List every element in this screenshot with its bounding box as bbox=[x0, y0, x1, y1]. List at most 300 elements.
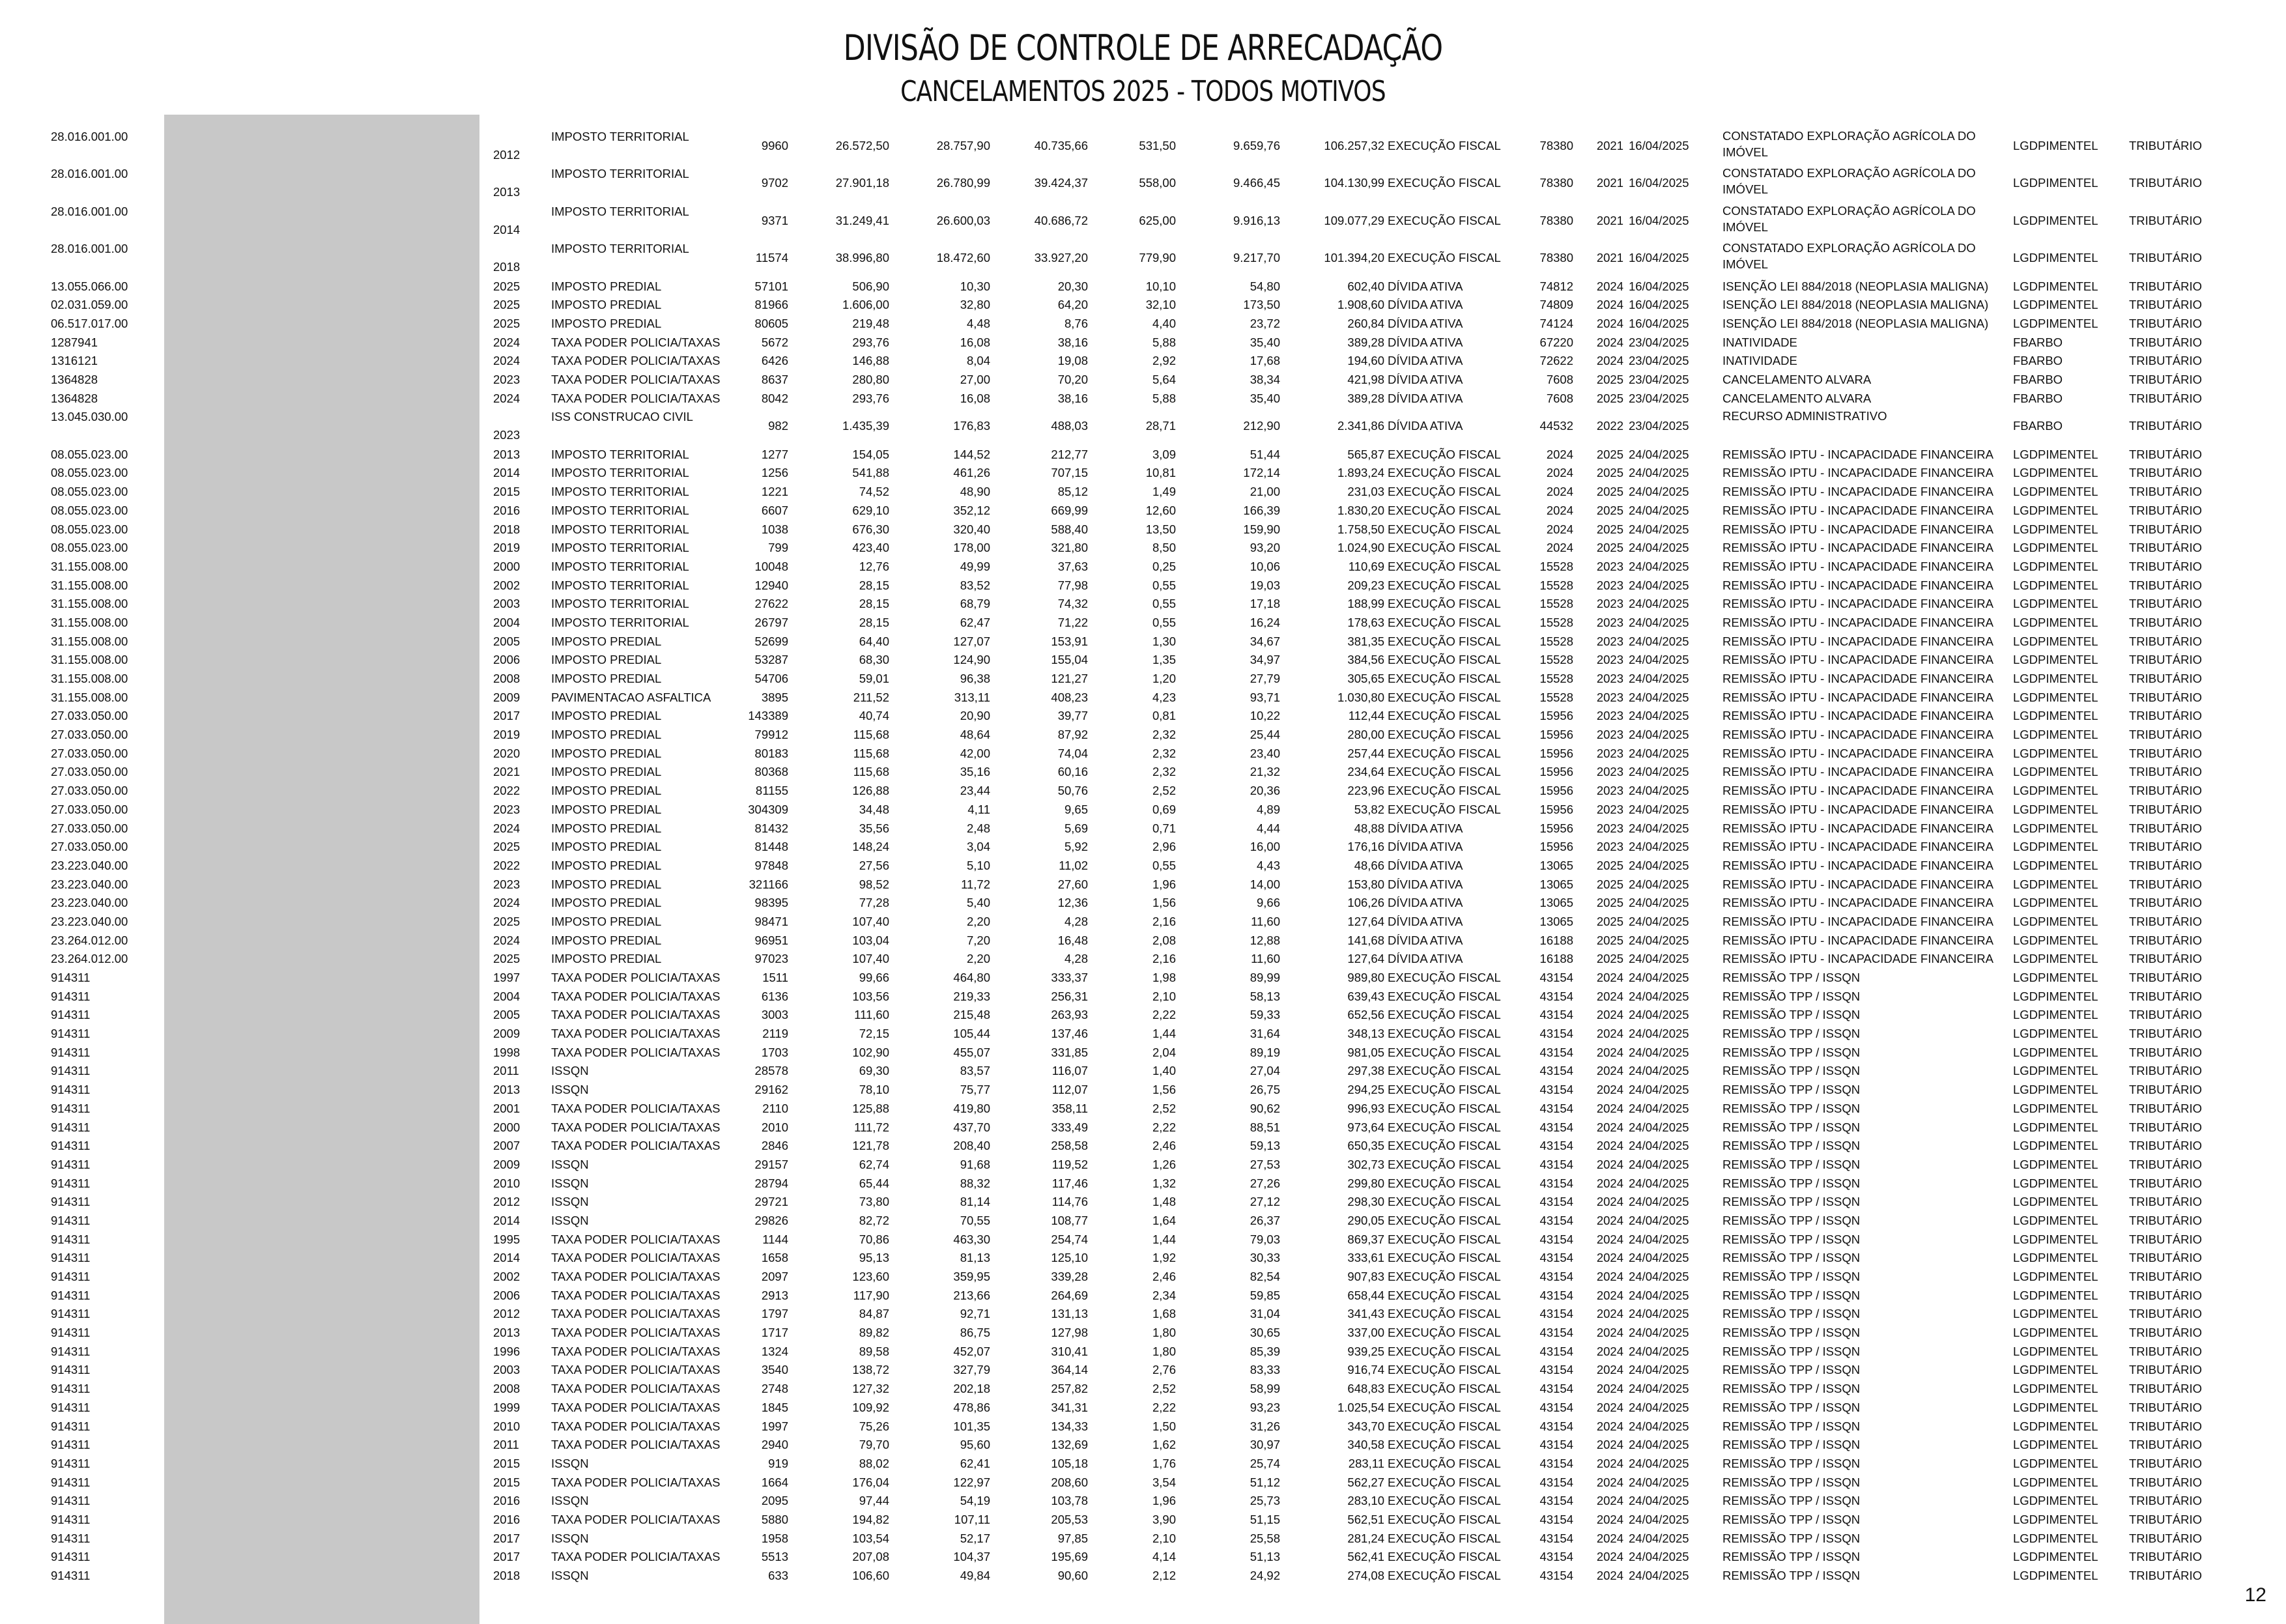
cell-v5: 89,99 bbox=[1250, 971, 1280, 985]
cell-mot: INATIVIDADE bbox=[1722, 354, 1797, 368]
cell-yr: 2014 bbox=[493, 466, 521, 480]
cell-v4: 1,30 bbox=[1152, 634, 1176, 648]
cell-n: 98471 bbox=[754, 914, 788, 928]
cell-set: TRIBUTÁRIO bbox=[2129, 840, 2203, 854]
cell-n: 8042 bbox=[761, 391, 788, 405]
cell-cda: 15956 bbox=[1539, 709, 1573, 723]
cell-usr: LGDPIMENTEL bbox=[2013, 1195, 2098, 1209]
cell-ano: 2023 bbox=[1596, 578, 1623, 592]
cell-cda: 13065 bbox=[1539, 896, 1573, 910]
cell-sit: DÍVIDA ATIVA bbox=[1388, 896, 1463, 910]
cell-v3: 97,85 bbox=[1057, 1531, 1088, 1545]
cell-tot: 1.758,50 bbox=[1337, 522, 1384, 536]
table-row bbox=[0, 1361, 2286, 1380]
cell-tot: 602,40 bbox=[1347, 279, 1384, 293]
cell-ano: 2024 bbox=[1596, 1400, 1623, 1414]
cell-ins: 28.016.001.00 bbox=[51, 242, 128, 256]
cell-yr: 2003 bbox=[493, 597, 521, 611]
cell-n: 57101 bbox=[754, 279, 788, 293]
table-row bbox=[0, 1548, 2286, 1567]
cell-v5: 59,13 bbox=[1250, 1139, 1280, 1153]
cell-usr: LGDPIMENTEL bbox=[2013, 709, 2098, 723]
cell-dt: 24/04/2025 bbox=[1629, 1064, 1689, 1078]
cell-usr: LGDPIMENTEL bbox=[2013, 1344, 2098, 1358]
cell-v5: 25,74 bbox=[1250, 1456, 1280, 1470]
table-row bbox=[0, 1044, 2286, 1062]
cell-trib: TAXA PODER POLICIA/TAXAS bbox=[551, 1438, 721, 1452]
cell-v2: 101,35 bbox=[953, 1419, 990, 1433]
cell-sit: EXECUÇÃO FISCAL bbox=[1388, 1326, 1501, 1340]
cell-v5: 31,04 bbox=[1250, 1307, 1280, 1321]
cell-mot: CONSTATADO EXPLORAÇÃO AGRÍCOLA DO IMÓVEL bbox=[1722, 203, 1976, 234]
cell-usr: FBARBO bbox=[2013, 354, 2063, 368]
cell-ano: 2024 bbox=[1596, 1120, 1623, 1134]
cell-v4: 1,48 bbox=[1152, 1195, 1176, 1209]
cell-ins: 27.033.050.00 bbox=[51, 840, 128, 854]
cell-mot: REMISSÃO TPP / ISSQN bbox=[1722, 1101, 1861, 1115]
cell-tot: 348,13 bbox=[1347, 1027, 1384, 1041]
cell-sit: DÍVIDA ATIVA bbox=[1388, 840, 1463, 854]
cell-n: 6607 bbox=[761, 503, 788, 517]
cell-usr: LGDPIMENTEL bbox=[2013, 522, 2098, 536]
cell-v4: 0,55 bbox=[1152, 858, 1176, 872]
cell-v5: 31,26 bbox=[1250, 1419, 1280, 1433]
cell-cda: 43154 bbox=[1539, 1419, 1573, 1433]
cell-set: TRIBUTÁRIO bbox=[2129, 419, 2203, 433]
cell-yr: 2006 bbox=[493, 653, 521, 667]
cell-dt: 24/04/2025 bbox=[1629, 1120, 1689, 1134]
cell-v1: 75,26 bbox=[859, 1419, 889, 1433]
cell-n: 8637 bbox=[761, 373, 788, 386]
cell-ins: 27.033.050.00 bbox=[51, 784, 128, 798]
cell-dt: 24/04/2025 bbox=[1629, 802, 1689, 816]
cell-dt: 23/04/2025 bbox=[1629, 391, 1689, 405]
cell-yr: 2014 bbox=[493, 222, 521, 236]
cell-usr: LGDPIMENTEL bbox=[2013, 746, 2098, 760]
cell-set: TRIBUTÁRIO bbox=[2129, 176, 2203, 190]
cell-v3: 264,69 bbox=[1051, 1288, 1088, 1302]
cell-sit: EXECUÇÃO FISCAL bbox=[1388, 597, 1501, 611]
cell-n: 3003 bbox=[761, 1008, 788, 1022]
cell-mot: REMISSÃO TPP / ISSQN bbox=[1722, 1270, 1861, 1284]
cell-dt: 24/04/2025 bbox=[1629, 858, 1689, 872]
cell-yr: 2000 bbox=[493, 1120, 521, 1134]
cell-usr: LGDPIMENTEL bbox=[2013, 765, 2098, 779]
cell-usr: LGDPIMENTEL bbox=[2013, 1008, 2098, 1022]
cell-v3: 333,37 bbox=[1051, 971, 1088, 985]
cell-cda: 13065 bbox=[1539, 914, 1573, 928]
cell-usr: LGDPIMENTEL bbox=[2013, 503, 2098, 517]
cell-ano: 2024 bbox=[1596, 1270, 1623, 1284]
cell-set: TRIBUTÁRIO bbox=[2129, 597, 2203, 611]
table-row bbox=[0, 502, 2286, 520]
cell-yr: 1998 bbox=[493, 1045, 521, 1059]
cell-ins: 914311 bbox=[51, 1344, 91, 1358]
cell-cda: 43154 bbox=[1539, 1344, 1573, 1358]
cell-v2: 452,07 bbox=[953, 1344, 990, 1358]
cell-usr: LGDPIMENTEL bbox=[2013, 653, 2098, 667]
table-row bbox=[0, 745, 2286, 763]
cell-ins: 27.033.050.00 bbox=[51, 821, 128, 835]
cell-ano: 2024 bbox=[1596, 316, 1623, 330]
cell-ano: 2021 bbox=[1596, 176, 1623, 190]
cell-v2: 96,38 bbox=[960, 672, 990, 686]
cell-n: 1717 bbox=[761, 1326, 788, 1340]
cell-v5: 93,20 bbox=[1250, 541, 1280, 555]
cell-v3: 87,92 bbox=[1057, 728, 1088, 742]
cell-v1: 293,76 bbox=[852, 391, 889, 405]
cell-mot: REMISSÃO IPTU - INCAPACIDADE FINANCEIRA bbox=[1722, 466, 1993, 480]
cell-trib: ISSQN bbox=[551, 1157, 589, 1171]
cell-cda: 74124 bbox=[1539, 316, 1573, 330]
cell-v1: 40,74 bbox=[859, 709, 889, 723]
cell-v3: 40.686,72 bbox=[1034, 213, 1088, 227]
cell-yr: 2009 bbox=[493, 690, 521, 704]
cell-sit: EXECUÇÃO FISCAL bbox=[1388, 1027, 1501, 1041]
cell-usr: LGDPIMENTEL bbox=[2013, 1550, 2098, 1564]
cell-ano: 2024 bbox=[1596, 989, 1623, 1003]
cell-set: TRIBUTÁRIO bbox=[2129, 653, 2203, 667]
cell-cda: 15956 bbox=[1539, 746, 1573, 760]
table-row bbox=[0, 1287, 2286, 1305]
cell-set: TRIBUTÁRIO bbox=[2129, 1176, 2203, 1190]
cell-v3: 121,27 bbox=[1051, 672, 1088, 686]
cell-set: TRIBUTÁRIO bbox=[2129, 559, 2203, 573]
cell-v3: 117,46 bbox=[1051, 1176, 1088, 1190]
table-row bbox=[0, 128, 2286, 165]
cell-yr: 2023 bbox=[493, 373, 521, 386]
cell-tot: 565,87 bbox=[1347, 447, 1384, 461]
cell-set: TRIBUTÁRIO bbox=[2129, 541, 2203, 555]
cell-v5: 24,92 bbox=[1250, 1569, 1280, 1583]
cell-mot: REMISSÃO TPP / ISSQN bbox=[1722, 1550, 1861, 1564]
cell-sit: DÍVIDA ATIVA bbox=[1388, 316, 1463, 330]
cell-sit: EXECUÇÃO FISCAL bbox=[1388, 615, 1501, 629]
cell-usr: LGDPIMENTEL bbox=[2013, 952, 2098, 966]
cell-ano: 2025 bbox=[1596, 952, 1623, 966]
cell-set: TRIBUTÁRIO bbox=[2129, 1045, 2203, 1059]
cell-tot: 381,35 bbox=[1347, 634, 1384, 648]
cell-yr: 2000 bbox=[493, 559, 521, 573]
cell-trib: IMPOSTO PREDIAL bbox=[551, 858, 662, 872]
cell-trib: TAXA PODER POLICIA/TAXAS bbox=[551, 335, 721, 349]
table-row bbox=[0, 352, 2286, 371]
cell-mot: CONSTATADO EXPLORAÇÃO AGRÍCOLA DO IMÓVEL bbox=[1722, 241, 1976, 272]
table-row bbox=[0, 1305, 2286, 1324]
cell-n: 79912 bbox=[754, 728, 788, 742]
cell-n: 6136 bbox=[761, 989, 788, 1003]
table-row bbox=[0, 1455, 2286, 1474]
cell-mot: REMISSÃO IPTU - INCAPACIDADE FINANCEIRA bbox=[1722, 672, 1993, 686]
cell-cda: 13065 bbox=[1539, 858, 1573, 872]
cell-v2: 18.472,60 bbox=[936, 251, 990, 265]
cell-dt: 24/04/2025 bbox=[1629, 1251, 1689, 1265]
cell-v4: 0,69 bbox=[1152, 802, 1176, 816]
cell-ano: 2024 bbox=[1596, 1157, 1623, 1171]
cell-yr: 2025 bbox=[493, 279, 521, 293]
cell-v1: 84,87 bbox=[859, 1307, 889, 1321]
cell-ins: 27.033.050.00 bbox=[51, 765, 128, 779]
cell-ano: 2024 bbox=[1596, 1550, 1623, 1564]
cell-ins: 23.264.012.00 bbox=[51, 952, 128, 966]
cell-usr: LGDPIMENTEL bbox=[2013, 1494, 2098, 1508]
cell-n: 1256 bbox=[761, 466, 788, 480]
table-row bbox=[0, 1006, 2286, 1025]
cell-set: TRIBUTÁRIO bbox=[2129, 1157, 2203, 1171]
cell-mot: REMISSÃO TPP / ISSQN bbox=[1722, 1344, 1861, 1358]
cell-sit: EXECUÇÃO FISCAL bbox=[1388, 1307, 1501, 1321]
cell-mot: REMISSÃO TPP / ISSQN bbox=[1722, 1475, 1861, 1489]
cell-n: 54706 bbox=[754, 672, 788, 686]
cell-sit: EXECUÇÃO FISCAL bbox=[1388, 213, 1501, 227]
cell-v3: 20,30 bbox=[1057, 279, 1088, 293]
cell-dt: 16/04/2025 bbox=[1629, 176, 1689, 190]
table-row bbox=[0, 1118, 2286, 1137]
cell-ano: 2025 bbox=[1596, 522, 1623, 536]
cell-dt: 24/04/2025 bbox=[1629, 989, 1689, 1003]
cell-mot: REMISSÃO IPTU - INCAPACIDADE FINANCEIRA bbox=[1722, 746, 1993, 760]
cell-v5: 93,71 bbox=[1250, 690, 1280, 704]
cell-tot: 907,83 bbox=[1347, 1270, 1384, 1284]
cell-cda: 43154 bbox=[1539, 1232, 1573, 1246]
cell-tot: 280,00 bbox=[1347, 728, 1384, 742]
cell-yr: 2013 bbox=[493, 447, 521, 461]
cell-mot: REMISSÃO TPP / ISSQN bbox=[1722, 1307, 1861, 1321]
cell-sit: EXECUÇÃO FISCAL bbox=[1388, 1382, 1501, 1396]
cell-v2: 208,40 bbox=[953, 1139, 990, 1153]
cell-sit: DÍVIDA ATIVA bbox=[1388, 419, 1463, 433]
cell-cda: 15956 bbox=[1539, 802, 1573, 816]
cell-v3: 588,40 bbox=[1051, 522, 1088, 536]
cell-v1: 423,40 bbox=[852, 541, 889, 555]
cell-v2: 8,04 bbox=[966, 354, 990, 368]
cell-dt: 24/04/2025 bbox=[1629, 615, 1689, 629]
cell-tot: 260,84 bbox=[1347, 316, 1384, 330]
cell-mot: REMISSÃO TPP / ISSQN bbox=[1722, 1438, 1861, 1452]
cell-ano: 2023 bbox=[1596, 653, 1623, 667]
cell-ano: 2025 bbox=[1596, 896, 1623, 910]
cell-v4: 0,25 bbox=[1152, 559, 1176, 573]
cell-v1: 72,15 bbox=[859, 1027, 889, 1041]
cell-v2: 3,04 bbox=[966, 840, 990, 854]
cell-sit: DÍVIDA ATIVA bbox=[1388, 335, 1463, 349]
cell-tot: 188,99 bbox=[1347, 597, 1384, 611]
cell-v4: 4,23 bbox=[1152, 690, 1176, 704]
table-row bbox=[0, 296, 2286, 315]
cell-v3: 71,22 bbox=[1057, 615, 1088, 629]
cell-usr: LGDPIMENTEL bbox=[2013, 1419, 2098, 1433]
cell-v2: 359,95 bbox=[953, 1270, 990, 1284]
cell-v2: 26.600,03 bbox=[936, 213, 990, 227]
cell-trib: IMPOSTO PREDIAL bbox=[551, 802, 662, 816]
cell-v1: 176,04 bbox=[852, 1475, 889, 1489]
cell-sit: EXECUÇÃO FISCAL bbox=[1388, 139, 1501, 152]
cell-v5: 58,13 bbox=[1250, 989, 1280, 1003]
cell-dt: 24/04/2025 bbox=[1629, 466, 1689, 480]
cell-ano: 2023 bbox=[1596, 559, 1623, 573]
cell-v5: 166,39 bbox=[1243, 503, 1280, 517]
cell-v5: 59,33 bbox=[1250, 1008, 1280, 1022]
cell-usr: LGDPIMENTEL bbox=[2013, 466, 2098, 480]
cell-trib: IMPOSTO PREDIAL bbox=[551, 709, 662, 723]
cell-n: 6426 bbox=[761, 354, 788, 368]
cell-ins: 27.033.050.00 bbox=[51, 728, 128, 742]
cell-v1: 28,15 bbox=[859, 615, 889, 629]
cell-dt: 24/04/2025 bbox=[1629, 971, 1689, 985]
cell-tot: 389,28 bbox=[1347, 335, 1384, 349]
cell-sit: EXECUÇÃO FISCAL bbox=[1388, 1270, 1501, 1284]
cell-v3: 27,60 bbox=[1057, 877, 1088, 891]
cell-ins: 914311 bbox=[51, 1157, 91, 1171]
cell-set: TRIBUTÁRIO bbox=[2129, 1456, 2203, 1470]
cell-tot: 658,44 bbox=[1347, 1288, 1384, 1302]
cell-v4: 32,10 bbox=[1145, 298, 1176, 312]
cell-n: 2846 bbox=[761, 1139, 788, 1153]
cell-ano: 2024 bbox=[1596, 1569, 1623, 1583]
cell-ins: 27.033.050.00 bbox=[51, 802, 128, 816]
cell-ins: 914311 bbox=[51, 1101, 91, 1115]
cell-v4: 3,90 bbox=[1152, 1512, 1176, 1526]
cell-yr: 2023 bbox=[493, 428, 521, 442]
cell-yr: 2013 bbox=[493, 1083, 521, 1097]
cell-ano: 2024 bbox=[1596, 1064, 1623, 1078]
cell-trib: IMPOSTO PREDIAL bbox=[551, 298, 662, 312]
cell-n: 633 bbox=[768, 1569, 788, 1583]
cell-n: 97023 bbox=[754, 952, 788, 966]
cell-n: 1797 bbox=[761, 1307, 788, 1321]
cell-dt: 24/04/2025 bbox=[1629, 1045, 1689, 1059]
cell-ins: 914311 bbox=[51, 1195, 91, 1209]
cell-trib: IMPOSTO PREDIAL bbox=[551, 634, 662, 648]
cell-yr: 2011 bbox=[493, 1064, 519, 1078]
cell-v1: 146,88 bbox=[852, 354, 889, 368]
cell-sit: EXECUÇÃO FISCAL bbox=[1388, 1344, 1501, 1358]
cell-v5: 16,24 bbox=[1250, 615, 1280, 629]
cell-mot: REMISSÃO IPTU - INCAPACIDADE FINANCEIRA bbox=[1722, 503, 1993, 517]
cell-set: TRIBUTÁRIO bbox=[2129, 1400, 2203, 1414]
cell-set: TRIBUTÁRIO bbox=[2129, 466, 2203, 480]
table-row bbox=[0, 894, 2286, 913]
cell-v3: 74,32 bbox=[1057, 597, 1088, 611]
cell-v1: 77,28 bbox=[859, 896, 889, 910]
cell-v2: 105,44 bbox=[953, 1027, 990, 1041]
cell-trib: TAXA PODER POLICIA/TAXAS bbox=[551, 971, 721, 985]
cell-v5: 90,62 bbox=[1250, 1101, 1280, 1115]
cell-usr: LGDPIMENTEL bbox=[2013, 251, 2098, 265]
cell-v1: 121,78 bbox=[852, 1139, 889, 1153]
cell-sit: EXECUÇÃO FISCAL bbox=[1388, 784, 1501, 798]
cell-v1: 89,82 bbox=[859, 1326, 889, 1340]
cell-v4: 2,04 bbox=[1152, 1045, 1176, 1059]
cell-usr: LGDPIMENTEL bbox=[2013, 690, 2098, 704]
cell-ins: 08.055.023.00 bbox=[51, 541, 128, 555]
table-row bbox=[0, 988, 2286, 1006]
cell-v1: 115,68 bbox=[853, 765, 889, 779]
cell-ano: 2023 bbox=[1596, 821, 1623, 835]
cell-v1: 211,52 bbox=[853, 690, 889, 704]
cell-ins: 914311 bbox=[51, 1064, 91, 1078]
cell-mot: REMISSÃO IPTU - INCAPACIDADE FINANCEIRA bbox=[1722, 634, 1993, 648]
cell-v5: 17,68 bbox=[1250, 354, 1280, 368]
cell-trib: IMPOSTO TERRITORIAL bbox=[551, 466, 689, 480]
cell-v5: 19,03 bbox=[1250, 578, 1280, 592]
cell-sit: EXECUÇÃO FISCAL bbox=[1388, 447, 1501, 461]
cell-dt: 23/04/2025 bbox=[1629, 373, 1689, 386]
cell-v4: 1,35 bbox=[1152, 653, 1176, 667]
cell-v5: 89,19 bbox=[1250, 1045, 1280, 1059]
cell-v3: 358,11 bbox=[1051, 1101, 1088, 1115]
cell-n: 1658 bbox=[761, 1251, 788, 1265]
cell-mot: ISENÇÃO LEI 884/2018 (NEOPLASIA MALIGNA) bbox=[1722, 279, 1989, 293]
cell-trib: IMPOSTO PREDIAL bbox=[551, 746, 662, 760]
cell-tot: 153,80 bbox=[1347, 877, 1384, 891]
cell-sit: EXECUÇÃO FISCAL bbox=[1388, 746, 1501, 760]
cell-cda: 15528 bbox=[1539, 615, 1573, 629]
cell-v4: 1,56 bbox=[1152, 896, 1176, 910]
cell-trib: IMPOSTO TERRITORIAL bbox=[551, 130, 689, 143]
cell-v3: 364,14 bbox=[1051, 1363, 1088, 1377]
cell-usr: LGDPIMENTEL bbox=[2013, 559, 2098, 573]
cell-v1: 89,58 bbox=[859, 1344, 889, 1358]
cell-v3: 134,33 bbox=[1051, 1419, 1088, 1433]
cell-ano: 2024 bbox=[1596, 1027, 1623, 1041]
table-row bbox=[0, 464, 2286, 483]
table-row bbox=[0, 1231, 2286, 1249]
cell-set: TRIBUTÁRIO bbox=[2129, 316, 2203, 330]
cell-trib: IMPOSTO TERRITORIAL bbox=[551, 522, 689, 536]
cell-trib: ISSQN bbox=[551, 1064, 589, 1078]
cell-trib: ISSQN bbox=[551, 1456, 589, 1470]
table-row bbox=[0, 1417, 2286, 1436]
cell-dt: 24/04/2025 bbox=[1629, 522, 1689, 536]
cell-cda: 15528 bbox=[1539, 559, 1573, 573]
cell-tot: 274,08 bbox=[1347, 1569, 1384, 1583]
cell-mot: CONSTATADO EXPLORAÇÃO AGRÍCOLA DO IMÓVEL bbox=[1722, 129, 1976, 159]
cell-ano: 2025 bbox=[1596, 503, 1623, 517]
cell-v3: 19,08 bbox=[1057, 354, 1088, 368]
cell-mot: REMISSÃO TPP / ISSQN bbox=[1722, 1176, 1861, 1190]
cell-tot: 1.024,90 bbox=[1337, 541, 1384, 555]
cell-yr: 2002 bbox=[493, 1270, 521, 1284]
cell-sit: EXECUÇÃO FISCAL bbox=[1388, 1288, 1501, 1302]
cell-tot: 996,93 bbox=[1347, 1101, 1384, 1115]
cell-v3: 254,74 bbox=[1051, 1232, 1088, 1246]
cell-ano: 2024 bbox=[1596, 1494, 1623, 1508]
cell-v1: 78,10 bbox=[859, 1083, 889, 1097]
cell-dt: 24/04/2025 bbox=[1629, 1326, 1689, 1340]
cell-usr: LGDPIMENTEL bbox=[2013, 1139, 2098, 1153]
cell-v4: 2,10 bbox=[1152, 1531, 1176, 1545]
cell-ano: 2025 bbox=[1596, 466, 1623, 480]
cell-trib: TAXA PODER POLICIA/TAXAS bbox=[551, 1139, 721, 1153]
cell-v5: 58,99 bbox=[1250, 1382, 1280, 1396]
cell-dt: 24/04/2025 bbox=[1629, 541, 1689, 555]
cell-v2: 352,12 bbox=[953, 503, 990, 517]
cell-v1: 148,24 bbox=[852, 840, 889, 854]
cell-mot: REMISSÃO IPTU - INCAPACIDADE FINANCEIRA bbox=[1722, 933, 1993, 947]
table-row bbox=[0, 707, 2286, 726]
cell-v1: 280,80 bbox=[852, 373, 889, 386]
cell-n: 81155 bbox=[755, 784, 788, 798]
cell-mot: REMISSÃO IPTU - INCAPACIDADE FINANCEIRA bbox=[1722, 559, 1993, 573]
table-row bbox=[0, 1268, 2286, 1287]
cell-tot: 48,66 bbox=[1354, 858, 1384, 872]
cell-mot: REMISSÃO IPTU - INCAPACIDADE FINANCEIRA bbox=[1722, 597, 1993, 611]
cell-set: TRIBUTÁRIO bbox=[2129, 1512, 2203, 1526]
cell-set: TRIBUTÁRIO bbox=[2129, 335, 2203, 349]
cell-v5: 4,89 bbox=[1256, 802, 1280, 816]
cell-trib: ISSQN bbox=[551, 1213, 589, 1227]
